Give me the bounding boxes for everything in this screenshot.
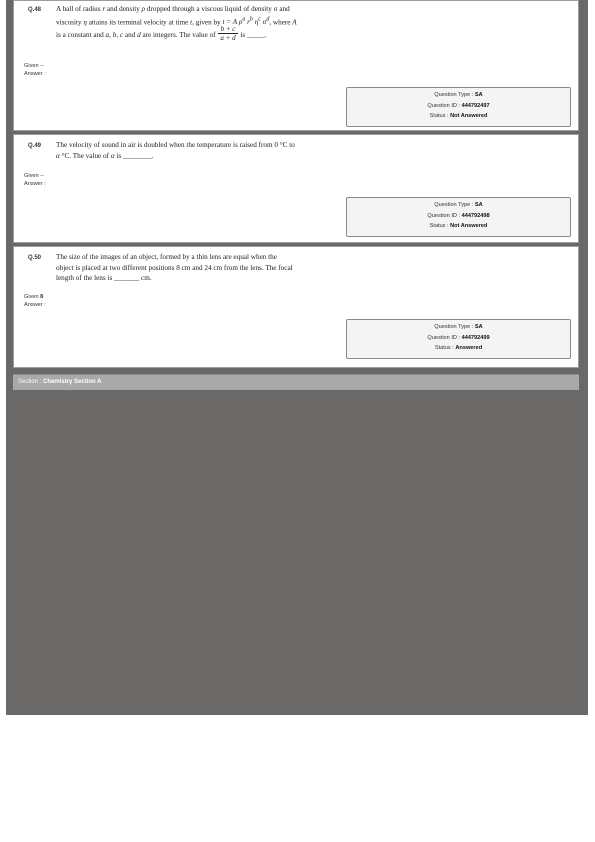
question-type: SA (474, 92, 483, 98)
question-id: 444792498 (461, 212, 490, 219)
question-block-49 (13, 134, 579, 243)
answer-label: Answer : (24, 180, 46, 187)
question-block-50 (13, 246, 579, 368)
question-status: Answered (455, 345, 483, 351)
given-answer (24, 63, 46, 78)
question-info-box: Question Type : SA Question ID : 444792499 Status : Answered (346, 319, 571, 359)
question-number: Q.49 (28, 143, 42, 149)
given-answer (24, 173, 46, 188)
question-status: Not Answered (450, 223, 488, 229)
section-header (13, 374, 579, 390)
given-value: 8 (40, 294, 44, 300)
given-answer (24, 294, 46, 309)
fraction: $\frac{b + c}{a + d}$ (220, 25, 236, 43)
question-text: A ball of radius r and density ρ dropped through a viscous liquid of density σ and viscosity η attains its terminal velocity at time t, given by t = A $\rho^a$ $r^b$ $\eta^c$ $\sigma^d$, where A is a constant and a, b, c and d are integers. The value of $\frac{b + c}{a + d}$ is _____. (56, 5, 297, 43)
question-id: 444792499 (461, 334, 490, 341)
question-type: SA (474, 324, 483, 330)
section-label: Section : (18, 379, 44, 385)
question-text: The size of the images of an object, formed by a thin lens are equal when the object is placed at two different positions 8 cm and 24 cm from the lens. The focal length of the lens is _______ cm. (56, 253, 293, 282)
given-label: Given -- (24, 173, 44, 179)
given-label: Given -- (24, 63, 44, 69)
formula: t = A $\rho^a$ $r^b$ $\eta^c$ $\sigma^d$ (222, 16, 270, 26)
question-number: Q.50 (28, 255, 42, 261)
question-block-48 (13, 0, 579, 131)
answer-label: Answer : (24, 301, 46, 308)
section-name: Chemistry Section A (43, 379, 102, 385)
question-number: Q.48 (28, 7, 42, 13)
question-type: SA (474, 202, 483, 208)
question-status: Not Answered (450, 113, 488, 119)
question-info-box: Question Type : SA Question ID : 444792497 Status : Not Answered (346, 87, 571, 127)
question-info-box: Question Type : SA Question ID : 444792498 Status : Not Answered (346, 197, 571, 237)
given-label: Given 8 (24, 294, 44, 300)
answer-label: Answer : (24, 70, 46, 77)
question-text: The velocity of sound in air is doubled when the temperature is raised from 0 °C to α °C. The value of α is ________. (56, 141, 295, 160)
question-id: 444792497 (461, 102, 490, 109)
